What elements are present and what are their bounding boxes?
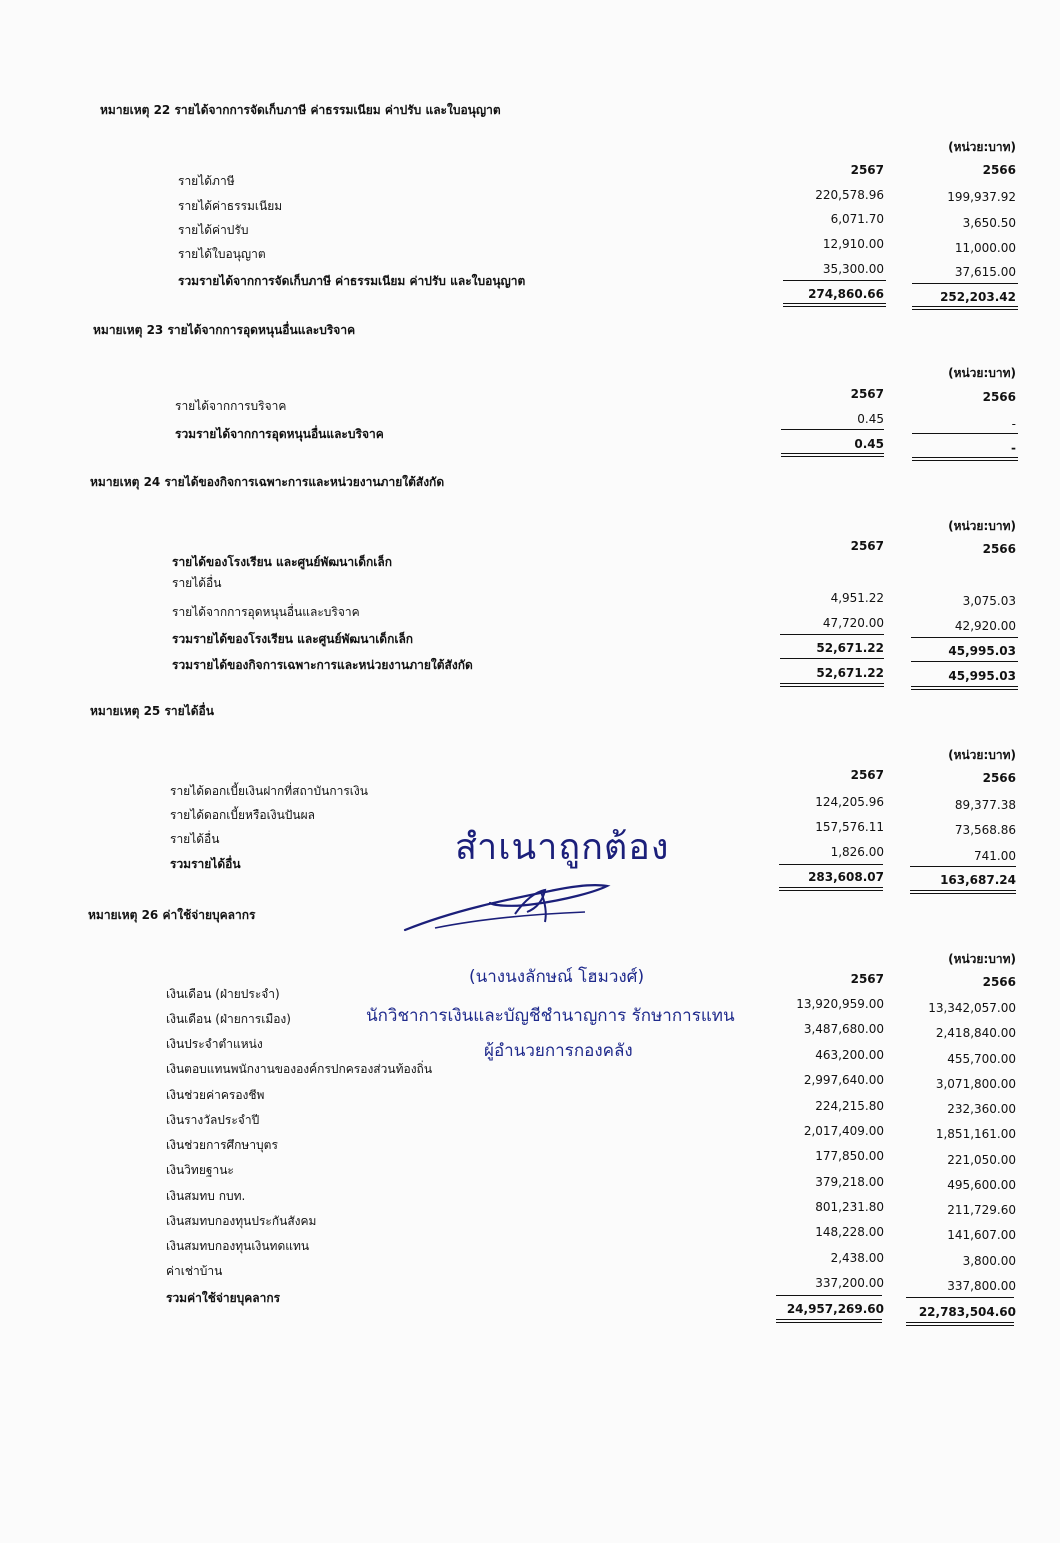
row-value-2566: 741.00 [974,849,1016,863]
row-value-2567: 2,017,409.00 [803,1124,884,1138]
row-value-2566: 1,851,161.00 [935,1127,1016,1141]
note-25-title: หมายเหตุ 25 รายได้อื่น [90,704,214,718]
row-value-2567: 148,228.00 [815,1225,884,1239]
row-value-2566: 3,071,800.00 [935,1077,1016,1091]
year-2566-header: 2566 [982,975,1016,989]
unit-label: (หน่วย:บาท) [948,140,1016,154]
total-double-rule [911,686,1018,690]
unit-label: (หน่วย:บาท) [948,748,1016,762]
year-2566-header: 2566 [982,542,1016,556]
row-value-2566: 37,615.00 [954,265,1016,279]
row-label: เงินวิทยฐานะ [166,1163,234,1177]
row-value-2567: 463,200.00 [815,1048,884,1062]
total-value-2567: 283,608.07 [808,870,884,884]
row-label: รายได้ค่าธรรมเนียม [178,199,283,213]
row-label: รายได้ดอกเบี้ยหรือเงินปันผล [170,808,315,822]
total-double-rule [780,683,884,687]
subtotal-rule [783,280,886,281]
row-value-2566: 13,342,057.00 [928,1001,1016,1015]
subtotal-label: รวมรายได้ของโรงเรียน และศูนย์พัฒนาเด็กเล็ก [172,632,414,646]
total-double-rule [781,453,884,457]
unit-label: (หน่วย:บาท) [948,366,1016,380]
year-2567-header: 2567 [850,768,884,782]
note-24-title: หมายเหตุ 24 รายได้ของกิจการเฉพาะการและหน่วยงานภายใต้สังกัด [90,475,445,489]
row-value-2566: 495,600.00 [947,1178,1016,1192]
signatory-position: นักวิชาการเงินและบัญชีชำนาญการ รักษาการแทน [366,1006,735,1026]
signatory-name: (นางนงลักษณ์ โฮมวงศ์) [469,967,645,987]
row-value-2567: 379,218.00 [815,1175,884,1189]
total-value-2567: 52,671.22 [816,666,884,680]
row-label: รายได้อื่น [170,832,220,846]
row-value-2566: - [1011,417,1016,431]
row-value-2567: 220,578.96 [815,188,884,202]
row-label: รายได้ภาษี [178,174,235,188]
note-23-title: หมายเหตุ 23 รายได้จากการอุดหนุนอื่นและบริจาค [93,323,356,337]
row-value-2566: 42,920.00 [954,619,1016,633]
row-value-2566: 73,568.86 [954,823,1016,837]
certified-copy-stamp: สำเนาถูกต้อง [455,827,670,868]
year-2567-header: 2567 [850,387,884,401]
row-value-2566: 3,075.03 [962,594,1016,608]
subtotal-rule [780,658,884,659]
total-double-rule [779,887,883,891]
row-value-2566: 11,000.00 [954,241,1016,255]
row-label: เงินสมทบ กบท. [166,1189,246,1203]
row-value-2566: 3,650.50 [962,216,1016,230]
row-label: ค่าเช่าบ้าน [166,1264,223,1278]
subtotal-value-2567: 52,671.22 [816,641,884,655]
total-value-2567: 24,957,269.60 [786,1302,884,1316]
row-label: เงินช่วยค่าครองชีพ [166,1088,265,1102]
total-value-2566: 45,995.03 [948,669,1016,683]
total-value-2566: - [1011,441,1016,455]
total-value-2566: 22,783,504.60 [918,1305,1016,1319]
total-double-rule [912,306,1018,310]
total-label: รวมรายได้ของกิจการเฉพาะการและหน่วยงานภายใต้สังกัด [172,658,473,672]
row-value-2566: 141,607.00 [947,1228,1016,1242]
row-value-2566: 2,418,840.00 [935,1026,1016,1040]
year-2566-header: 2566 [982,771,1016,785]
row-value-2567: 47,720.00 [822,616,884,630]
subtotal-value-2566: 45,995.03 [948,644,1016,658]
row-value-2567: 0.45 [857,412,884,426]
row-label: เงินช่วยการศึกษาบุตร [166,1138,278,1152]
total-label: รวมรายได้จากการจัดเก็บภาษี ค่าธรรมเนียม ค่าปรับ และใบอนุญาต [178,274,526,288]
total-value-2566: 163,687.24 [940,873,1016,887]
total-value-2567: 274,860.66 [808,287,884,301]
total-double-rule [912,457,1018,461]
row-value-2567: 4,951.22 [830,591,884,605]
row-value-2566: 211,729.60 [947,1203,1016,1217]
row-value-2567: 2,438.00 [830,1251,884,1265]
subtotal-rule [911,661,1018,662]
row-label: รายได้จากการอุดหนุนอื่นและบริจาค [172,605,360,619]
subtotal-rule [912,283,1018,284]
year-2567-header: 2567 [850,539,884,553]
unit-label: (หน่วย:บาท) [948,952,1016,966]
row-label: รายได้ใบอนุญาต [178,247,266,261]
subtotal-rule [912,433,1018,434]
row-label: เงินตอบแทนพนักงานขององค์กรปกครองส่วนท้องถิ่น [166,1062,433,1076]
row-value-2567: 13,920,959.00 [796,997,884,1011]
row-value-2567: 1,826.00 [830,845,884,859]
row-value-2567: 157,576.11 [815,820,884,834]
year-2566-header: 2566 [982,390,1016,404]
unit-label: (หน่วย:บาท) [948,519,1016,533]
row-value-2566: 337,800.00 [947,1279,1016,1293]
year-2567-header: 2567 [850,972,884,986]
row-value-2566: 232,360.00 [947,1102,1016,1116]
row-value-2566: 455,700.00 [947,1052,1016,1066]
subtotal-rule [776,1295,882,1296]
total-double-rule [776,1319,882,1323]
total-double-rule [906,1322,1014,1326]
subtotal-rule [780,634,884,635]
total-label: รวมรายได้จากการอุดหนุนอื่นและบริจาค [175,427,384,441]
row-value-2566: 221,050.00 [947,1153,1016,1167]
total-value-2567: 0.45 [854,437,884,451]
year-2567-header: 2567 [850,163,884,177]
signatory-role: ผู้อำนวยการกองคลัง [484,1041,633,1061]
subtotal-rule [911,637,1018,638]
row-label: รายได้จากการบริจาค [175,399,287,413]
total-double-rule [783,303,886,307]
row-value-2567: 2,997,640.00 [803,1073,884,1087]
row-label: เงินเดือน (ฝ่ายประจำ) [166,987,280,1001]
signature [395,870,625,940]
row-value-2567: 3,487,680.00 [803,1022,884,1036]
row-value-2566: 89,377.38 [954,798,1016,812]
row-label: รายได้ดอกเบี้ยเงินฝากที่สถาบันการเงิน [170,784,368,798]
note-26-title: หมายเหตุ 26 ค่าใช้จ่ายบุคลากร [88,908,256,922]
row-value-2567: 177,850.00 [815,1149,884,1163]
row-value-2567: 35,300.00 [822,262,884,276]
row-value-2567: 224,215.80 [815,1099,884,1113]
row-value-2566: 199,937.92 [947,190,1016,204]
total-label: รวมค่าใช้จ่ายบุคลากร [166,1291,281,1305]
row-value-2567: 12,910.00 [822,237,884,251]
subtotal-rule [910,866,1016,867]
row-label: เงินประจำตำแหน่ง [166,1037,263,1051]
row-label: เงินสมทบกองทุนประกันสังคม [166,1214,317,1228]
row-value-2567: 6,071.70 [830,212,884,226]
total-value-2566: 252,203.42 [940,290,1016,304]
row-label: เงินเดือน (ฝ่ายการเมือง) [166,1012,291,1026]
year-2566-header: 2566 [982,163,1016,177]
total-double-rule [910,890,1016,894]
total-label: รวมรายได้อื่น [170,857,241,871]
subtotal-rule [906,1297,1014,1298]
row-label: รายได้อื่น [172,576,222,590]
row-value-2567: 124,205.96 [815,795,884,809]
subtotal-rule [781,429,884,430]
row-label: เงินรางวัลประจำปี [166,1113,260,1127]
row-value-2567: 801,231.80 [815,1200,884,1214]
row-value-2566: 3,800.00 [962,1254,1016,1268]
group-label: รายได้ของโรงเรียน และศูนย์พัฒนาเด็กเล็ก [172,555,392,569]
subtotal-rule [779,864,883,865]
row-label: รายได้ค่าปรับ [178,223,249,237]
row-label: เงินสมทบกองทุนเงินทดแทน [166,1239,310,1253]
note-22-title: หมายเหตุ 22 รายได้จากการจัดเก็บภาษี ค่าธรรมเนียม ค่าปรับ และใบอนุญาต [100,103,501,117]
row-value-2567: 337,200.00 [815,1276,884,1290]
